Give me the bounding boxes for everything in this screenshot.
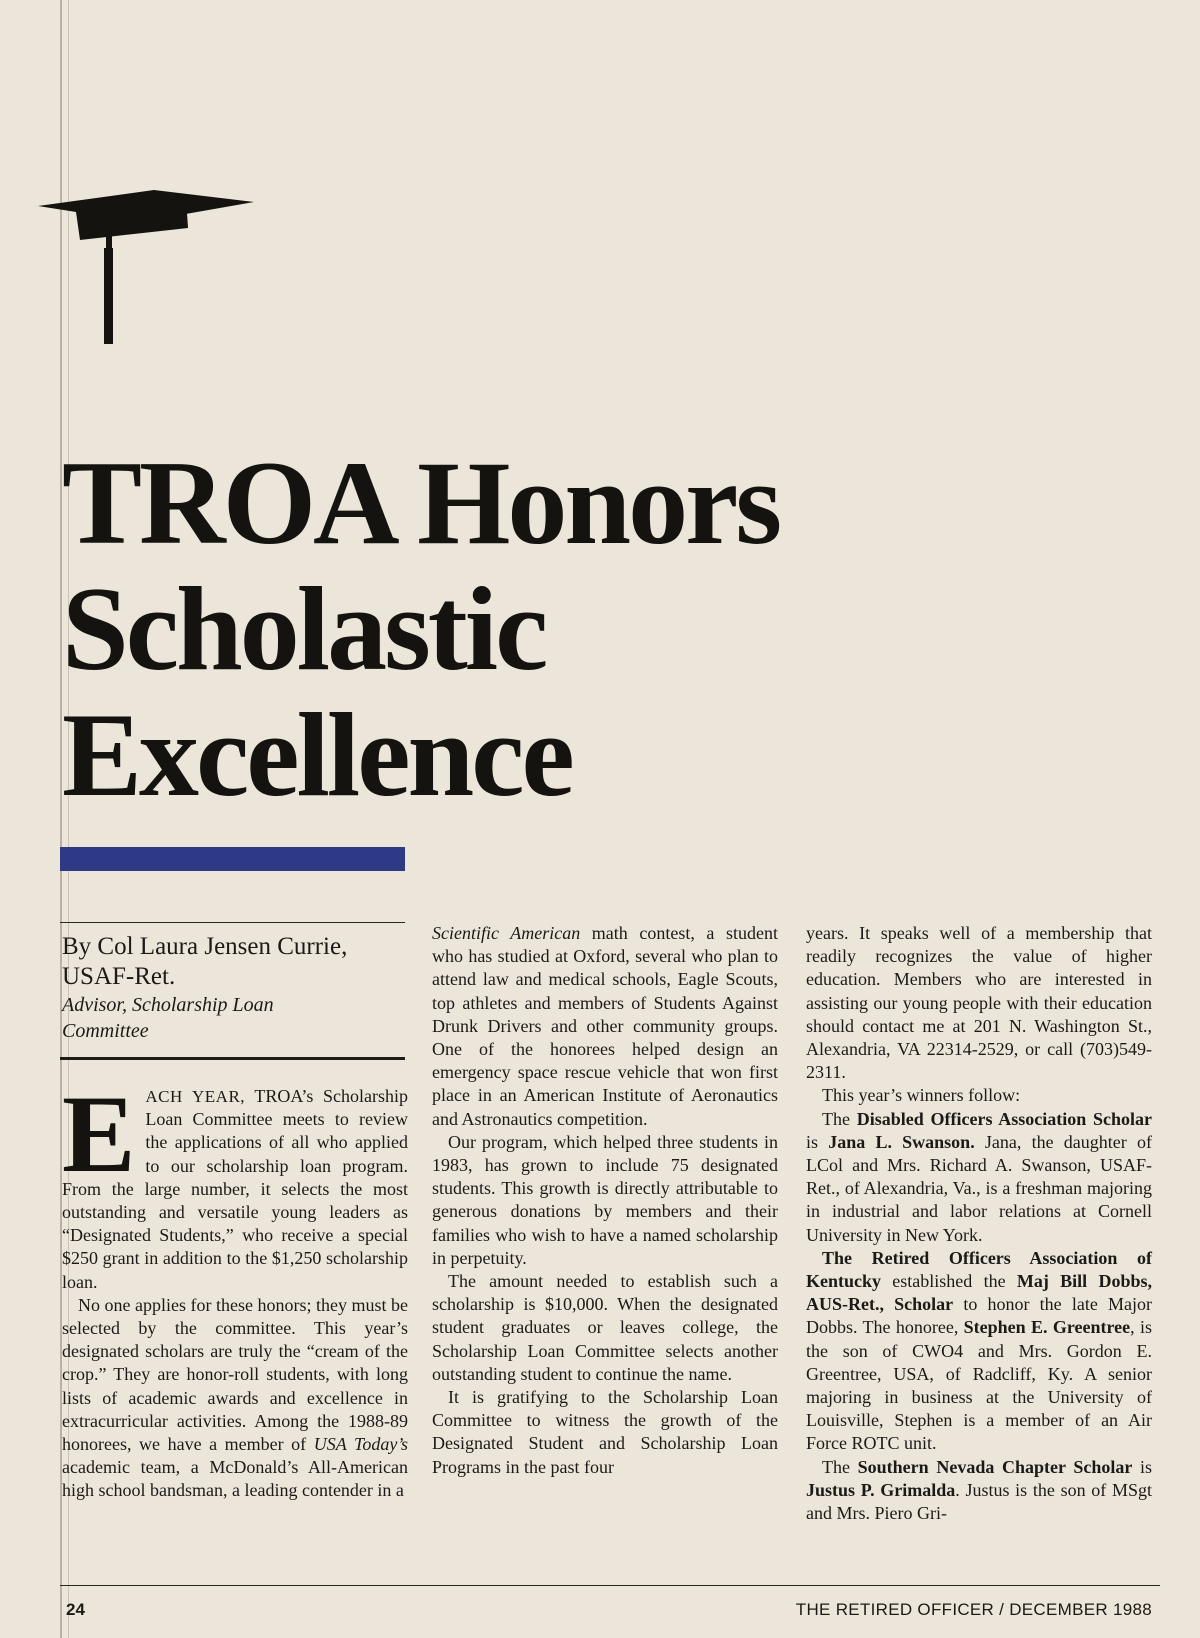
- article-column-2: [432, 922, 778, 1479]
- byline-rule-top: [60, 922, 405, 923]
- paragraph: The amount needed to establish such a scholarship is $10,000. When the designated student graduates or leaves college, the Scholarship Loan Committee selects another outstanding student to continue the name.: [432, 1271, 778, 1384]
- article-headline: [62, 436, 780, 821]
- headline-line-1: TROA Honors: [62, 436, 780, 569]
- headline-line-2: Scholastic: [62, 562, 546, 695]
- author-role-line-2: Committee: [62, 1020, 149, 1042]
- author-role-line-1: Advisor, Scholarship Loan: [62, 994, 274, 1016]
- article-column-1: [62, 1073, 409, 1503]
- paragraph: The Southern Nevada Chapter Scholar is Justus P. Grimalda. Justus is the son of MSgt and Mrs. Piero Gri-: [806, 1456, 1152, 1524]
- mortarboard-icon: [36, 188, 256, 358]
- headline-line-3: Excellence: [62, 688, 572, 821]
- paragraph: Scientific American math contest, a student who has studied at Oxford, several who plan to attend law and medical schools, Eagle Scouts, top athletes and members of Students Against Drunk Drivers and other community groups. One of the honorees helped design an emergency space rescue vehicle that won first place in an American Institute of Aeronautics and Astronautics competition.: [432, 923, 778, 1129]
- paragraph: This year’s winners follow:: [822, 1085, 1021, 1106]
- paragraph: It is gratifying to the Scholarship Loan Committee to witness the growth of the Designated Student and Scholarship Loan Programs in the past four: [432, 1387, 778, 1477]
- paragraph: The Disabled Officers Association Scholar is Jana L. Swanson. Jana, the daughter of LCol and Mrs. Richard A. Swanson, USAF-Ret., of Alexandria, Va., is a freshman majoring in industrial and labor relations at Cornell University in New York.: [806, 1108, 1153, 1245]
- running-footer: THE RETIRED OFFICER / DECEMBER 1988: [795, 1600, 1152, 1619]
- page-number: 24: [66, 1600, 85, 1619]
- article-column-3: [806, 922, 1152, 1525]
- footer-rule: [60, 1585, 1160, 1586]
- paragraph: No one applies for these honors; they must be selected by the committee. This year’s designated scholars are truly the “cream of the crop.” They are honor-roll students, with long lists of academic awards and excellence in extracurricular activities. Among the 1988-89 honorees, we have a member of USA Today’s academic team, a McDonald’s All-American high school bandsman, a leading contender in a: [62, 1294, 409, 1501]
- paragraph: Our program, which helped three students in 1983, has grown to include 75 designated students. This growth is directly attributable to generous donations by members and their families who wish to have a named scholarship in perpetuity.: [432, 1131, 778, 1268]
- author-name-line-2: USAF-Ret.: [62, 963, 176, 990]
- drop-cap: E: [62, 1073, 136, 1195]
- byline: [62, 932, 407, 1044]
- paragraph: The Retired Officers Association of Kentucky established the Maj Bill Dobbs, AUS-Ret., Scholar to honor the late Major Dobbs. The honoree, Stephen E. Greentree, is the son of CWO4 and Mrs. Gordon E. Greentree, USA, of Radcliff, Ky. A senior majoring in business at the University of Louisville, Stephen is a member of an Air Force ROTC unit.: [806, 1247, 1153, 1454]
- paragraph: years. It speaks well of a membership that readily recognizes the value of higher education. Members who are interested in assisting our young people with their education should contact me at 201 N. Washington St., Alexandria, VA 22314-2529, or call (703)549-2311.: [806, 923, 1152, 1083]
- accent-bar: [60, 847, 405, 871]
- author-name-line-1: By Col Laura Jensen Currie,: [62, 933, 348, 960]
- paragraph: EACH YEAR, TROA’s Scholarship Loan Committee meets to review the applications of all who applied to our scholarship loan program. From the large number, it selects the most outstanding and versatile young leaders as “Designated Students,” who receive a special $250 grant in addition to the $1,250 scholarship loan.: [62, 1073, 408, 1292]
- byline-rule-bottom: [60, 1057, 405, 1060]
